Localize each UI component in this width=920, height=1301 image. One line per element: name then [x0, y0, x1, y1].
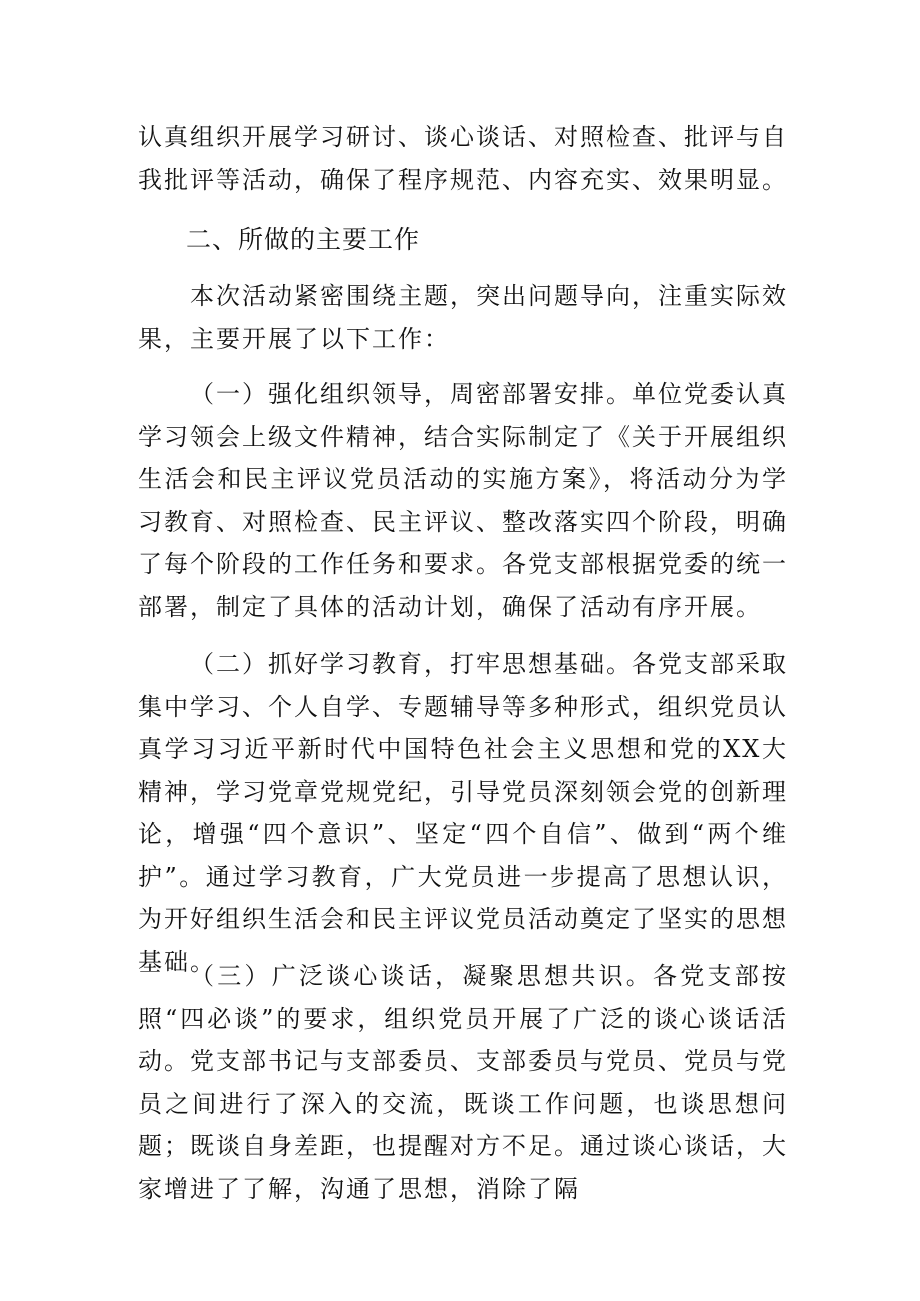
item-1-paragraph: （一）强化组织领导，周密部署安排。单位党委认真学习领会上级文件精神，结合实际制定了《关于开展组织生活会和民主评议党员活动的实施方案》，将活动分为学习教育、对照检查、民主评议、整改落实四个阶段，明确了每个阶段的工作任务和要求。各党支部根据党委的统一部署，制定了具体的活动计划，确保了活动有序开展。 — [138, 380, 788, 621]
paragraph-continuation: 认真组织开展学习研讨、谈心谈话、对照检查、批评与自我批评等活动，确保了程序规范、内容充实、效果明显。 — [138, 123, 788, 194]
item-3-paragraph: （三）广泛谈心谈话，凝聚思想共识。各党支部按照“四必谈”的要求，组织党员开展了广泛的谈心谈话活动。党支部书记与支部委员、支部委员与党员、党员与党员之间进行了深入的交流，既谈工作问题，也谈思想问题；既谈自身差距，也提醒对方不足。通过谈心谈话，大家增进了了解，沟通了思想，消除了隔 — [138, 962, 788, 1203]
intro-paragraph: 本次活动紧密围绕主题，突出问题导向，注重实际效果，主要开展了以下工作： — [138, 282, 788, 353]
section-heading: 二、所做的主要工作 — [186, 225, 421, 254]
item-2-paragraph: （二）抓好学习教育，打牢思想基础。各党支部采取集中学习、个人自学、专题辅导等多种形式，组织党员认真学习习近平新时代中国特色社会主义思想和党的XX大精神，学习党章党规党纪，引导党员深刻领会党的创新理论，增强“四个意识”、坚定“四个自信”、做到“两个维护”。通过学习教育，广大党员进一步提高了思想认识，为开好组织生活会和民主评议党员活动奠定了坚实的思想基础。 — [138, 650, 788, 976]
